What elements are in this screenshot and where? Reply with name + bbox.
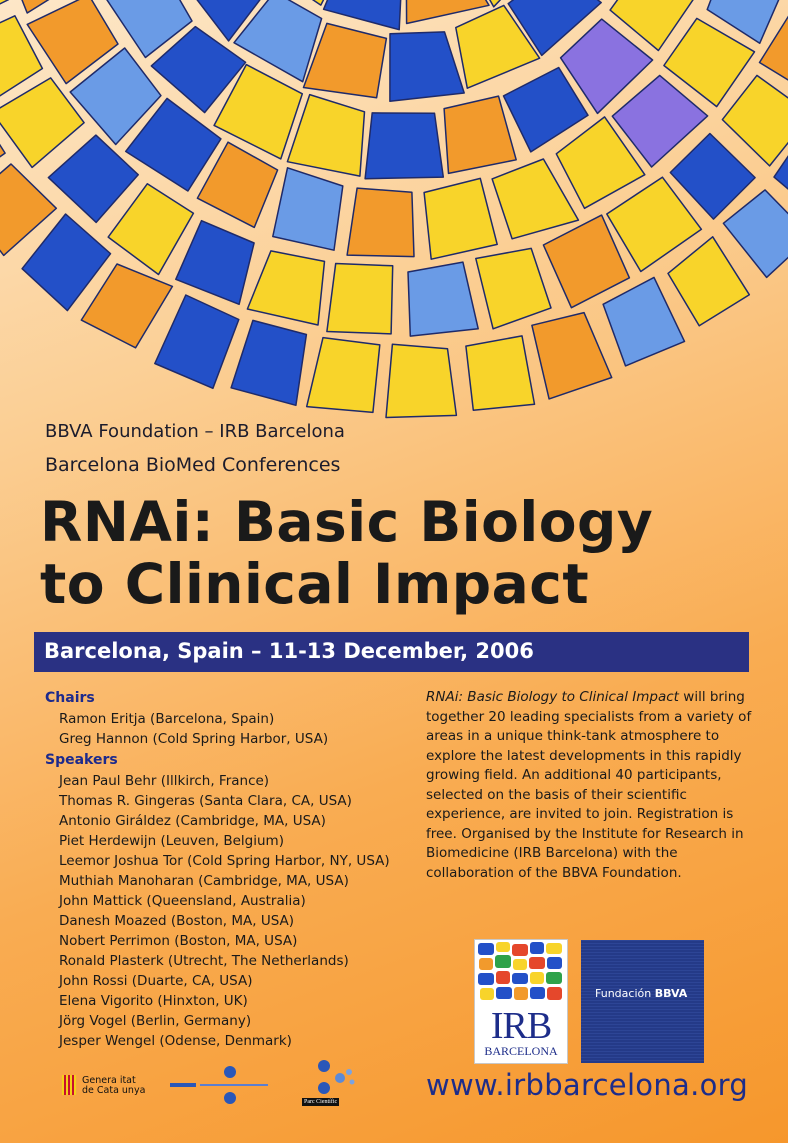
description-title: RNAi: Basic Biology to Clinical Impact: [426, 689, 679, 705]
parc-cientific-logo: [300, 1058, 362, 1112]
mosaic-tile: [603, 277, 684, 366]
speaker-item: Leemor Joshua Tor (Cold Spring Harbor, NY, USA): [59, 853, 390, 869]
speaker-item: John Mattick (Queensland, Australia): [59, 893, 306, 909]
mosaic-tile: [48, 135, 138, 222]
irb-barcelona-logo: [474, 939, 568, 1064]
speaker-item: Nobert Perrimon (Boston, MA, USA): [59, 933, 298, 949]
mosaic-tile: [365, 113, 443, 179]
mosaic-tile: [247, 251, 324, 325]
mosaic-tile: [273, 168, 343, 250]
bbva-foundation-logo: [581, 940, 704, 1063]
bbva-prefix: Fundación: [595, 987, 652, 1000]
speakers-heading: Speakers: [45, 752, 118, 768]
generalitat-text: [82, 1076, 145, 1096]
speaker-item: Piet Herdewijn (Leuven, Belgium): [59, 833, 284, 849]
generalitat-line-1: Genera itat: [82, 1075, 136, 1086]
mosaic-tile: [386, 344, 456, 417]
event-title: [40, 491, 760, 615]
mosaic-artwork: [0, 0, 788, 420]
mosaic-tile: [81, 264, 172, 348]
chair-item: Greg Hannon (Cold Spring Harbor, USA): [59, 731, 329, 747]
molecule-icon: [300, 1058, 362, 1098]
mosaic-tile: [722, 75, 788, 165]
mosaic-tile: [287, 95, 364, 177]
bbva-name: BBVA: [654, 987, 688, 1000]
mosaic-tile: [327, 264, 393, 334]
irb-logo-subtext: BARCELONA: [484, 1044, 558, 1058]
mosaic-tile: [723, 190, 788, 278]
event-description: [426, 688, 766, 883]
speaker-item: Jesper Wengel (Odense, Denmark): [59, 1033, 292, 1049]
generalitat-line-2: de Cata unya: [82, 1085, 146, 1096]
university-of-barcelona-logo: [170, 1064, 270, 1108]
mosaic-tile: [424, 178, 497, 259]
bbva-logo-text: [595, 987, 687, 1000]
mosaic-tile: [155, 295, 239, 388]
irb-logo-text: IRB: [490, 1005, 552, 1047]
mosaic-tile: [444, 96, 516, 173]
speaker-item: Ronald Plasterk (Utrecht, The Netherlands): [59, 953, 349, 969]
website-url[interactable]: www.irbbarcelona.org: [426, 1068, 749, 1102]
mosaic-tile: [347, 188, 414, 257]
mosaic-tile: [108, 184, 193, 275]
chairs-heading: Chairs: [45, 690, 95, 706]
speakers-list: [59, 771, 390, 1051]
description-body: will bring together 20 leading specialists from a variety of areas in a unique think-tank atmosphere to explore the latest developments in this rapidly growing field. An additional 40 participants, selected on the basis of their scientific experience, are invited to join. Registration is free. Organised by the Institute for Research in Biomedicine (IRB Barcelona) with the collaboration of the BBVA Foundation.: [426, 689, 752, 881]
chairs-list: [59, 709, 328, 749]
speaker-item: John Rossi (Duarte, CA, USA): [59, 973, 253, 989]
organizers-line: BBVA Foundation – IRB Barcelona: [45, 421, 345, 442]
speaker-item: Danesh Moazed (Boston, MA, USA): [59, 913, 295, 929]
mosaic-tile: [466, 336, 535, 410]
speaker-item: Muthiah Manoharan (Cambridge, MA, USA): [59, 873, 349, 889]
title-line-1: RNAi: Basic Biology: [40, 490, 654, 554]
mosaic-tile: [231, 320, 306, 405]
title-line-2: to Clinical Impact: [40, 552, 590, 616]
mosaic-tile: [408, 262, 478, 336]
speaker-item: Thomas R. Gingeras (Santa Clara, CA, USA): [59, 793, 352, 809]
location-date-bar: Barcelona, Spain – 11-13 December, 2006: [34, 632, 749, 672]
catalan-flag-icon: [62, 1075, 76, 1095]
parc-cientific-label: Parc Científic: [304, 1099, 338, 1105]
mosaic-tile: [476, 248, 551, 328]
mosaic-tile: [307, 338, 380, 413]
irb-mosaic-icon: [475, 940, 567, 1006]
mosaic-tile: [390, 32, 464, 101]
speaker-item: Elena Vigorito (Hinxton, UK): [59, 993, 248, 1009]
speaker-item: Antonio Giráldez (Cambridge, MA, USA): [59, 813, 326, 829]
chair-item: Ramon Eritja (Barcelona, Spain): [59, 711, 275, 727]
mosaic-tile: [668, 237, 749, 326]
mosaic-tile: [176, 221, 254, 305]
mosaic-tile: [532, 313, 612, 399]
speaker-item: Jörg Vogel (Berlin, Germany): [59, 1013, 252, 1029]
speaker-item: Jean Paul Behr (Illkirch, France): [59, 773, 270, 789]
conference-series: Barcelona BioMed Conferences: [45, 454, 341, 476]
